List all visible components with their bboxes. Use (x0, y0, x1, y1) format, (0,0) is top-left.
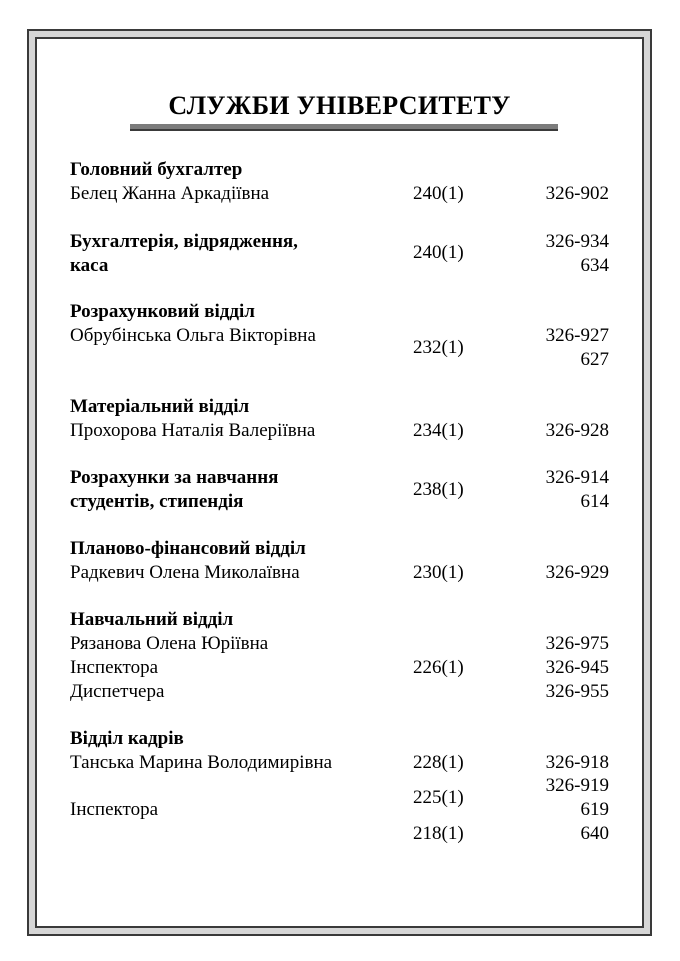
page-content (35, 37, 644, 928)
page-title: СЛУЖБИ УНІВЕРСИТЕТУ (168, 91, 511, 120)
person-name: Обрубінська Ольга Вікторівна (70, 325, 316, 346)
page-frame (27, 29, 652, 936)
room-number: 238(1) (413, 479, 464, 500)
phone-number: 326-975 (545, 633, 609, 654)
section-name: Матеріальний відділ (70, 396, 250, 417)
person-name: Прохорова Наталія Валеріївна (70, 420, 316, 441)
room-number: 218(1) (413, 823, 464, 844)
person-name: Інспектора (70, 799, 158, 820)
title-underline-shadow (130, 129, 558, 131)
person-name: Диспетчера (70, 681, 165, 702)
phone-number: 627 (580, 349, 609, 370)
room-number: 230(1) (413, 562, 464, 583)
section-name: Відділ кадрів (70, 728, 184, 749)
phone-number: 326-934 (545, 231, 609, 252)
person-name: Танська Марина Володимирівна (70, 752, 333, 773)
phone-number: 326-919 (545, 775, 609, 796)
room-number: 240(1) (413, 242, 464, 263)
phone-number: 640 (580, 823, 609, 844)
section-name: Бухгалтерія, відрядження, (70, 231, 298, 252)
room-number: 240(1) (413, 183, 464, 204)
phone-number: 326-945 (545, 657, 609, 678)
section-name: Навчальний відділ (70, 609, 234, 630)
phone-number: 326-914 (545, 467, 609, 488)
phone-number: 326-955 (545, 681, 609, 702)
section-name: студентів, стипендія (70, 491, 244, 512)
phone-number: 326-928 (545, 420, 609, 441)
section-name: Планово-фінансовий відділ (70, 538, 306, 559)
section-name: Розрахунковий відділ (70, 301, 255, 322)
room-number: 225(1) (413, 787, 464, 808)
phone-number: 326-918 (545, 752, 609, 773)
room-number: 232(1) (413, 337, 464, 358)
person-name: Радкевич Олена Миколаївна (70, 562, 300, 583)
phone-number: 326-929 (545, 562, 609, 583)
room-number: 234(1) (413, 420, 464, 441)
phone-number: 326-927 (545, 325, 609, 346)
phone-number: 614 (580, 491, 609, 512)
person-name: Рязанова Олена Юріївна (70, 633, 269, 654)
section-name: Головний бухгалтер (70, 159, 243, 180)
person-name: Інспектора (70, 657, 158, 678)
phone-number: 634 (580, 255, 609, 276)
person-name: Белец Жанна Аркадіївна (70, 183, 270, 204)
section-name: Розрахунки за навчання (70, 467, 279, 488)
phone-number: 619 (580, 799, 609, 820)
room-number: 226(1) (413, 657, 464, 678)
section-name: каса (70, 255, 109, 276)
phone-number: 326-902 (545, 183, 609, 204)
room-number: 228(1) (413, 752, 464, 773)
